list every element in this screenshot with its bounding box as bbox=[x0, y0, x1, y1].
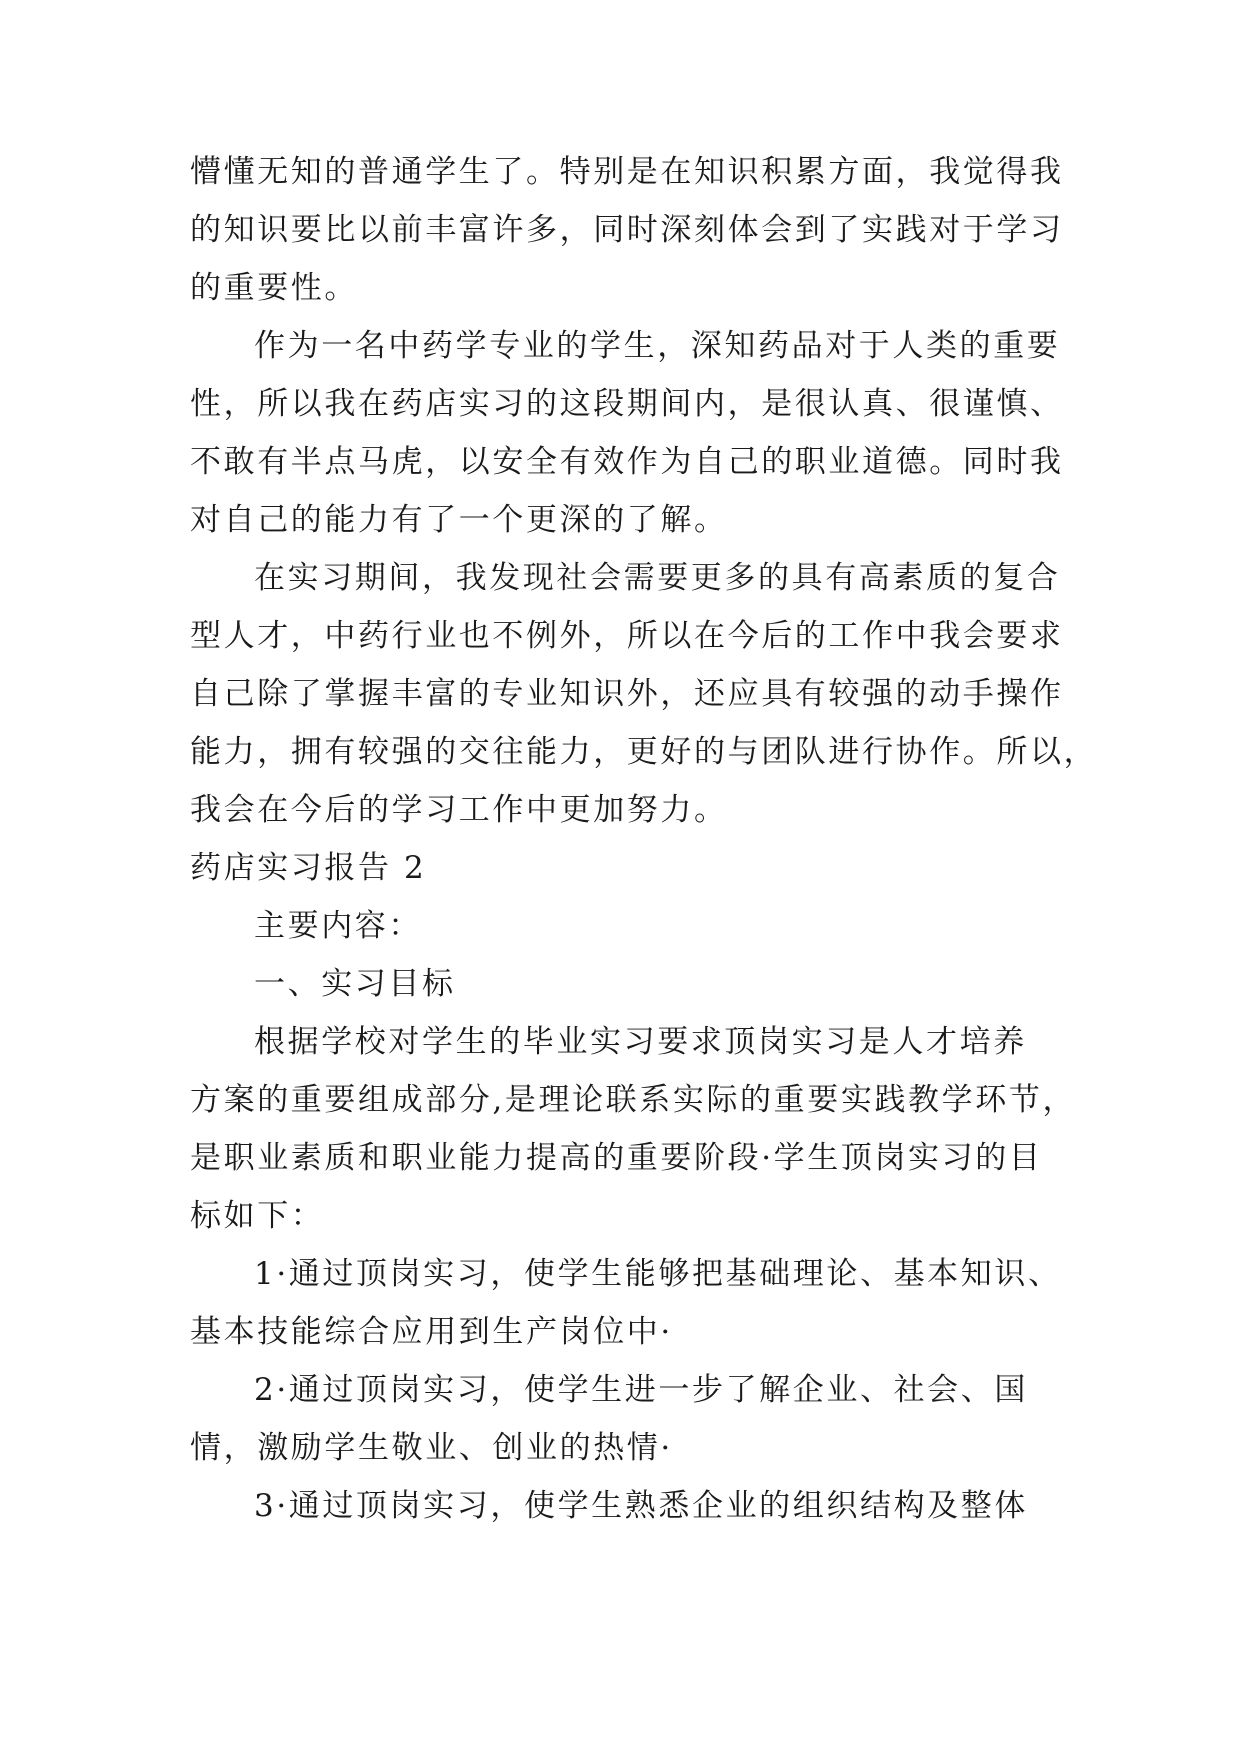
list-item: 3·通过顶岗实习，使学生熟悉企业的组织结构及整体 bbox=[254, 1488, 1028, 1524]
paragraph-line: 是职业素质和职业能力提高的重要阶段·学生顶岗实习的目 bbox=[190, 1140, 1043, 1176]
paragraph-line: 的重要性。 bbox=[190, 270, 358, 306]
paragraph-line: 能力，拥有较强的交往能力，更好的与团队进行协作。所以， bbox=[190, 734, 1098, 770]
paragraph-line: 我会在今后的学习工作中更加努力。 bbox=[190, 792, 728, 828]
paragraph-line: 自己除了掌握丰富的专业知识外，还应具有较强的动手操作 bbox=[190, 676, 1064, 712]
paragraph-line: 根据学校对学生的毕业实习要求顶岗实习是人才培养 bbox=[254, 1024, 1027, 1060]
section-heading: 药店实习报告 2 bbox=[190, 850, 427, 886]
paragraph-line: 性，所以我在药店实习的这段期间内，是很认真、很谨慎、 bbox=[190, 386, 1064, 422]
list-item-continued: 情，激励学生敬业、创业的热情· bbox=[190, 1430, 673, 1466]
paragraph-line: 作为一名中药学专业的学生，深知药品对于人类的重要 bbox=[254, 328, 1061, 364]
paragraph-line: 方案的重要组成部分,是理论联系实际的重要实践教学环节， bbox=[190, 1082, 1077, 1118]
paragraph-line: 标如下： bbox=[190, 1198, 325, 1234]
paragraph-line: 不敢有半点马虎，以安全有效作为自己的职业道德。同时我 bbox=[190, 444, 1064, 480]
paragraph-line: 懵懂无知的普通学生了。特别是在知识积累方面，我觉得我 bbox=[190, 154, 1064, 190]
paragraph-line: 一、实习目标 bbox=[254, 966, 456, 1002]
paragraph-line: 在实习期间，我发现社会需要更多的具有高素质的复合 bbox=[254, 560, 1061, 596]
list-item-continued: 基本技能综合应用到生产岗位中· bbox=[190, 1314, 673, 1350]
paragraph-line: 主要内容： bbox=[254, 908, 422, 944]
list-item: 2·通过顶岗实习，使学生进一步了解企业、社会、国 bbox=[254, 1372, 1028, 1408]
paragraph-line: 对自己的能力有了一个更深的了解。 bbox=[190, 502, 728, 538]
list-item: 1·通过顶岗实习，使学生能够把基础理论、基本知识、 bbox=[254, 1256, 1062, 1292]
paragraph-line: 型人才，中药行业也不例外，所以在今后的工作中我会要求 bbox=[190, 618, 1064, 654]
paragraph-line: 的知识要比以前丰富许多，同时深刻体会到了实践对于学习 bbox=[190, 212, 1064, 248]
